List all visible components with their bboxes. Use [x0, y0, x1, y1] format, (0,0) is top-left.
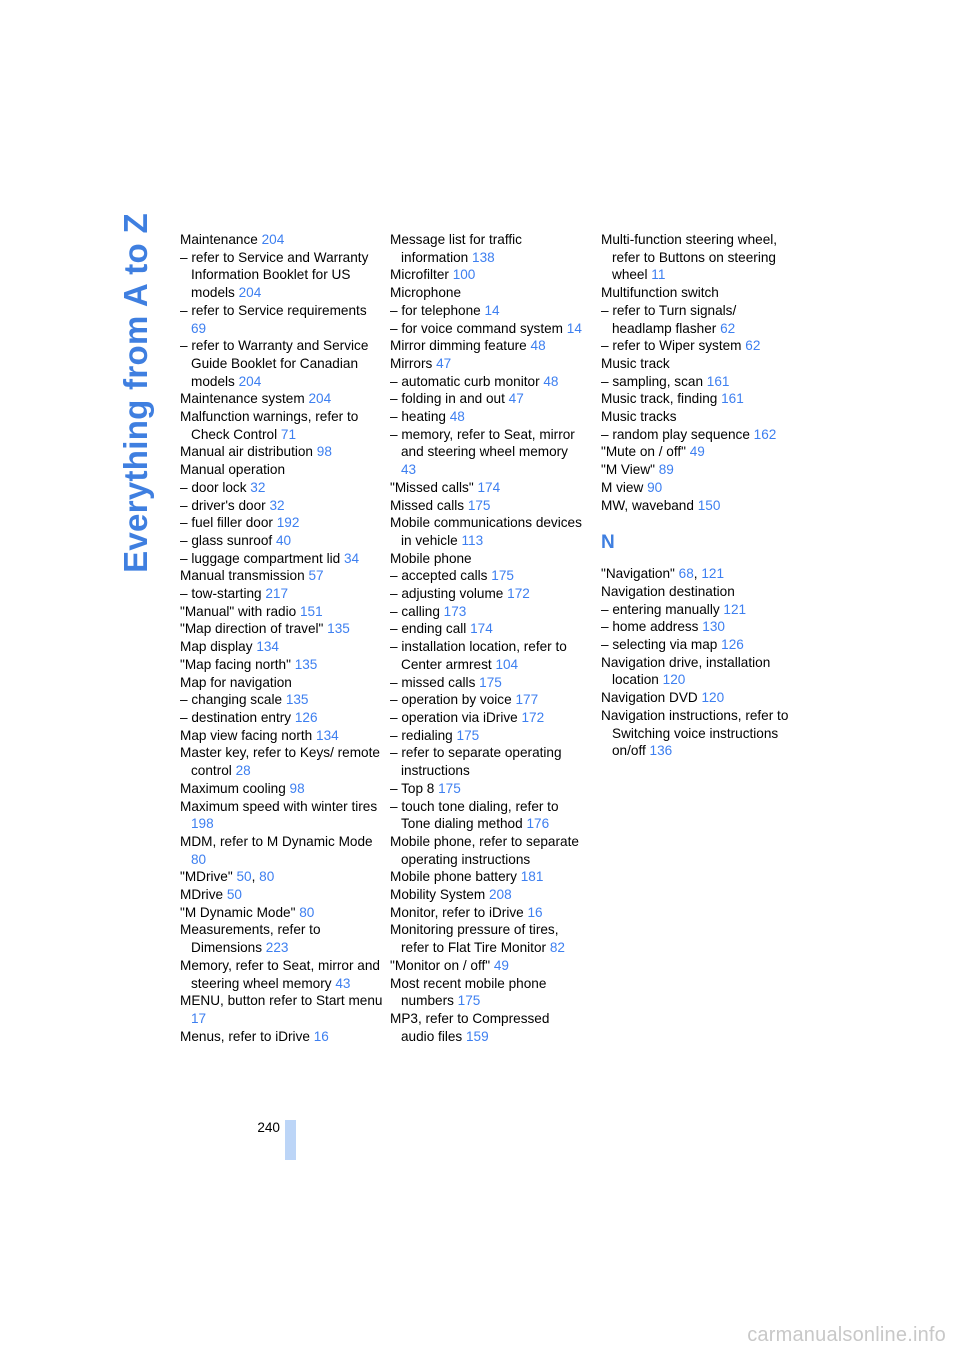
index-entry [601, 337, 796, 355]
page-reference-link[interactable]: 136 [649, 743, 673, 759]
page-reference-link[interactable]: 177 [515, 692, 539, 708]
page-reference-link[interactable]: 172 [521, 709, 545, 725]
page-reference-link[interactable]: 49 [689, 444, 705, 460]
index-entry [390, 780, 585, 798]
index-entry [180, 567, 385, 585]
page-reference-link[interactable]: 113 [461, 532, 484, 548]
index-entry [180, 709, 385, 727]
index-entry-term: Monitoring pressure of tires, refer to Flat Tire Monitor [390, 922, 559, 956]
index-entry [601, 654, 796, 689]
page-reference-link[interactable]: 175 [438, 780, 461, 796]
chapter-side-title [117, 213, 154, 573]
index-entry [601, 443, 796, 461]
watermark: carmanualsonline.info [747, 1324, 946, 1346]
page-reference-link[interactable]: 223 [265, 940, 289, 956]
index-entry-term: Master key, refer to Keys/ remote control [180, 745, 380, 779]
index-entry-term: – operation by voice [390, 692, 516, 708]
index-entry-term: M view [601, 479, 648, 495]
index-column-1 [180, 231, 385, 1045]
page-reference-link[interactable]: 89 [658, 462, 674, 478]
index-entry-term: Mirrors [390, 355, 437, 371]
index-entry-term: – destination entry [180, 709, 295, 725]
index-entry [180, 744, 385, 779]
index-entry [390, 727, 585, 745]
index-column-2 [390, 231, 585, 1045]
index-entry-term: Message list for traffic information [390, 232, 522, 265]
index-entry [601, 408, 796, 426]
index-entry-term: "Map facing north" [180, 656, 295, 672]
index-entry [180, 638, 385, 656]
index-entry-term: Mobile phone [390, 550, 472, 566]
page-reference-link[interactable]: 16 [527, 904, 543, 920]
page-reference-link[interactable]: 126 [294, 709, 318, 725]
index-entry-term: – memory, refer to Seat, mirror and steering wheel memory [390, 426, 575, 460]
index-entry [180, 249, 385, 302]
index-entry-term: – installation location, refer to Center armrest [390, 639, 567, 672]
chapter-side-title-text: Everything from A to Z [117, 213, 154, 573]
index-entry-term: – heating [390, 409, 450, 425]
index-entry [180, 780, 385, 798]
page-reference-link[interactable]: 17 [191, 1010, 207, 1026]
index-entry [390, 709, 585, 727]
index-entry-term: MENU, button refer to Start menu [180, 993, 383, 1009]
page-reference-link[interactable]: 47 [508, 391, 524, 407]
index-entry-term: – calling [390, 603, 444, 619]
index-entry-term: – refer to Wiper system [601, 338, 746, 354]
index-entry [390, 320, 585, 338]
index-entry [180, 833, 385, 868]
page-reference-link[interactable]: 14 [484, 302, 500, 318]
page-number-bar [285, 1120, 296, 1160]
index-entry [601, 355, 796, 373]
index-entry-term: Measurements, refer to Dimensions [180, 922, 321, 956]
page-reference-link[interactable]: 28 [235, 763, 251, 779]
page-reference-link[interactable]: 175 [457, 993, 481, 1009]
index-entry-term: – driver's door [180, 497, 270, 513]
index-entry [601, 302, 796, 337]
index-entry [180, 886, 385, 904]
index-entry [601, 707, 796, 760]
page-reference-link[interactable]: 48 [530, 338, 546, 354]
page-reference-link[interactable]: 11 [651, 267, 666, 283]
index-entry [390, 550, 585, 568]
index-entry [180, 443, 385, 461]
index-entry-term: – tow-starting [180, 586, 266, 602]
page-reference-link[interactable]: 40 [275, 532, 292, 548]
page-reference-link[interactable]: 198 [191, 816, 214, 832]
index-entry [601, 461, 796, 479]
page-reference-link[interactable]: 138 [472, 249, 495, 265]
page-reference-link[interactable]: 175 [479, 674, 502, 690]
index-entry-term: "Mute on / off" [601, 444, 690, 460]
index-entry [180, 992, 385, 1027]
index-entry [601, 479, 796, 497]
index-entry [180, 921, 385, 956]
index-entry [180, 532, 385, 550]
index-entry-term: Mobile phone battery [390, 869, 521, 885]
page-reference-link[interactable]: 120 [701, 690, 725, 706]
index-entry-term: Maintenance [180, 232, 262, 247]
page-reference-link[interactable]: 121 [723, 601, 747, 617]
index-entry [601, 497, 796, 515]
page-reference-link[interactable]: 43 [335, 975, 351, 991]
index-entry-term: – fuel filler door [180, 515, 277, 531]
index-entry-term: MW, waveband [601, 497, 698, 513]
index-entry: "Navigation" 68, 121 [601, 566, 725, 582]
index-entry [601, 231, 796, 284]
index-entry-term: "Navigation" [601, 566, 679, 582]
page-reference-link[interactable]: 47 [436, 355, 452, 371]
index-entry [180, 302, 385, 337]
index-entry [180, 514, 385, 532]
index-entry [390, 1010, 585, 1045]
index-entry-term: Map view facing north [180, 727, 317, 743]
index-entry [180, 337, 385, 390]
index-entry [390, 426, 585, 479]
index-entry [390, 744, 585, 779]
page-reference-link[interactable]: 172 [507, 586, 530, 602]
page-reference-link[interactable]: 80 [299, 904, 315, 920]
page-reference-link[interactable]: 204 [238, 373, 262, 389]
index-entry [390, 957, 585, 975]
index-entry-term: Manual operation [180, 462, 286, 478]
index-entry [180, 727, 385, 745]
index-entry-term: Navigation destination [601, 583, 735, 599]
index-entry-term: – folding in and out [390, 391, 509, 407]
index-entry-term: – selecting via map [601, 637, 722, 653]
index-entry-term: – door lock [180, 479, 251, 495]
index-entry-term: Mobile phone, refer to separate operating instructions [390, 833, 579, 867]
index-entry [601, 601, 796, 619]
index-entry-term: – refer to Warranty and Service Guide Booklet for Canadian models [180, 338, 369, 389]
index-entry [390, 373, 585, 391]
index-entry [180, 957, 385, 992]
index-entry-term: – refer to Service requirements [180, 302, 367, 318]
index-entry-term: – changing scale [180, 692, 286, 708]
page-reference-link[interactable]: 134 [256, 639, 279, 655]
index-entry-term: "Manual" with radio [180, 603, 300, 619]
index-entry [180, 550, 385, 568]
page-reference-link[interactable]: 62 [745, 338, 761, 354]
index-entry [180, 798, 385, 833]
index-entry [390, 355, 585, 373]
index-entry [390, 833, 585, 868]
index-entry-term: – missed calls [390, 674, 480, 690]
page-reference-link[interactable]: 176 [526, 816, 550, 832]
index-entry [390, 975, 585, 1010]
index-entry [390, 674, 585, 692]
index-entry-term: Map display [180, 639, 257, 655]
index-entry-term: – refer to separate operating instructions [390, 745, 562, 779]
index-entry-term: Manual transmission [180, 568, 309, 584]
index-entries-m [601, 231, 796, 514]
page-reference-link[interactable]: 174 [477, 479, 501, 495]
index-entry [601, 390, 796, 408]
index-entry [390, 638, 585, 673]
page-reference-link[interactable]: 69 [191, 320, 207, 336]
index-entry-term: MP3, refer to Compressed audio files [390, 1010, 550, 1044]
index-entry [390, 798, 585, 833]
index-entry-term: – for voice command system [390, 320, 567, 336]
page-reference-link[interactable]: 34 [343, 550, 360, 566]
index-entry-term: Mobile communications devices in vehicle [390, 515, 582, 548]
index-entry-term: Monitor, refer to iDrive [390, 904, 528, 920]
index-entry [390, 284, 585, 302]
index-entry-term: – luggage compartment lid [180, 550, 344, 566]
index-entry-term: Map for navigation [180, 674, 292, 690]
page-reference-link[interactable]: 43 [401, 462, 417, 478]
page-reference-link[interactable]: 174 [470, 621, 493, 637]
index-entry [390, 479, 585, 497]
index-entry-term: – touch tone dialing, refer to Tone dialing method [390, 798, 559, 832]
index-entry-term: "M Dynamic Mode" [180, 904, 300, 920]
page-reference-link[interactable]: 150 [697, 497, 721, 513]
index-entry [601, 636, 796, 654]
index-entry-term: Navigation drive, installation location [601, 654, 771, 688]
index-entry-term: – operation via iDrive [390, 709, 522, 725]
index-entry-term: Maximum speed with winter tires [180, 798, 378, 814]
index-entry [390, 868, 585, 886]
page-reference-link[interactable]: 68 [678, 566, 694, 582]
index-entry-term: Music track [601, 355, 670, 371]
page-reference-link[interactable]: 130 [702, 619, 725, 635]
page-reference-link[interactable]: 175 [491, 568, 514, 584]
page-reference-link[interactable]: 161 [721, 391, 744, 407]
page-reference-link[interactable]: 48 [449, 409, 465, 425]
index-entry-term: – automatic curb monitor [390, 373, 544, 389]
page-reference-link[interactable]: 192 [276, 515, 300, 531]
index-entry [390, 390, 585, 408]
index-entry-term: Microphone [390, 285, 462, 301]
index-entry [601, 618, 796, 636]
index-entry [180, 408, 385, 443]
page-reference-link[interactable]: 50 [226, 887, 242, 903]
page-number: 240 [257, 1120, 280, 1135]
index-entry [390, 337, 585, 355]
index-entry-term: Most recent mobile phone numbers [390, 975, 547, 1009]
page-reference-link[interactable]: 16 [313, 1028, 329, 1044]
index-entry: "MDrive" 50, 80 [180, 869, 275, 885]
index-entry [390, 603, 585, 621]
page-reference-link[interactable]: 175 [456, 727, 480, 743]
page-reference-link[interactable]: 135 [327, 621, 350, 637]
index-entry-term: Manual air distribution [180, 444, 317, 460]
page-reference-link[interactable]: 80 [191, 851, 207, 867]
page-reference-link[interactable]: 135 [285, 692, 309, 708]
index-entries-n [601, 565, 796, 760]
index-entry [390, 567, 585, 585]
index-entry-term: – entering manually [601, 601, 724, 617]
index-entry-term: "Monitor on / off" [390, 957, 494, 973]
page-reference-link[interactable]: 49 [493, 957, 509, 973]
index-entry [180, 497, 385, 515]
index-entry [601, 284, 796, 302]
index-entry-term: Microfilter [390, 267, 453, 283]
page-reference-link[interactable]: 98 [289, 780, 305, 796]
index-entry-term: MDM, refer to M Dynamic Mode [180, 833, 373, 849]
index-entry [601, 689, 796, 707]
index-entry [390, 231, 585, 266]
index-entry [390, 514, 585, 549]
index-entry-term: MDrive [180, 887, 227, 903]
index-entry-term: Mobility System [390, 887, 489, 903]
page-reference-link[interactable]: 217 [265, 586, 289, 602]
page-reference-link[interactable]: 135 [294, 656, 318, 672]
page-reference-link[interactable]: 159 [466, 1028, 489, 1044]
index-entry [601, 373, 796, 391]
section-letter-n: N [601, 532, 615, 554]
index-entry-term: – glass sunroof [180, 532, 276, 548]
page-reference-link[interactable]: 57 [308, 568, 324, 584]
index-entry-term: Menus, refer to iDrive [180, 1028, 314, 1044]
index-entry-term: – refer to Service and Warranty Information Booklet for US models [180, 249, 369, 301]
page-reference-link[interactable]: 62 [720, 320, 736, 336]
index-entry-term: "MDrive" [180, 869, 237, 885]
index-entry-term: Navigation DVD [601, 690, 702, 706]
index-entry [180, 603, 385, 621]
index-entry [180, 674, 385, 692]
index-entry-term: Music tracks [601, 409, 677, 425]
index-entry-term: "M View" [601, 462, 659, 478]
index-entry [180, 479, 385, 497]
index-entry-term: Memory, refer to Seat, mirror and steering wheel memory [180, 957, 380, 991]
index-entry [390, 904, 585, 922]
page-reference-link[interactable]: 120 [662, 672, 686, 688]
page-reference-link[interactable]: 82 [549, 940, 565, 956]
index-entry [390, 585, 585, 603]
index-entry [390, 266, 585, 284]
index-entry-term: – home address [601, 619, 703, 635]
index-entry-term: Maintenance system [180, 391, 309, 407]
index-entry-term: Multi-function steering wheel, refer to Buttons on steering wheel [601, 232, 778, 283]
index-entry-term: – sampling, scan [601, 373, 707, 389]
index-entry [180, 461, 385, 479]
page-reference-link[interactable]: 100 [452, 267, 476, 283]
index-entry-term: – Top 8 [390, 780, 439, 796]
index-entry [390, 408, 585, 426]
index-entry [390, 691, 585, 709]
page-reference-link[interactable]: 121 [701, 566, 725, 582]
index-entry [390, 620, 585, 638]
page-reference-link[interactable]: 208 [488, 887, 512, 903]
index-entry [390, 921, 585, 956]
index-entry-term: Malfunction warnings, refer to Check Control [180, 409, 359, 442]
page-reference-link[interactable]: 14 [566, 320, 582, 336]
page-reference-link[interactable]: 151 [299, 603, 323, 619]
page-reference-link[interactable]: 204 [261, 232, 285, 247]
page-reference-link[interactable]: 98 [316, 444, 332, 460]
page-reference-link[interactable]: 204 [238, 285, 262, 301]
index-entry [390, 302, 585, 320]
index-entry-term: – accepted calls [390, 568, 492, 584]
index-entry [180, 390, 385, 408]
index-entry [180, 585, 385, 603]
page-reference-link[interactable]: 90 [647, 479, 663, 495]
page-reference-link[interactable]: 204 [308, 391, 332, 407]
index-entry-term: – refer to Turn signals/ headlamp flasher [601, 302, 737, 336]
index-entry-term: – random play sequence [601, 426, 754, 442]
index-entry-term: – adjusting volume [390, 586, 508, 602]
index-entry [180, 656, 385, 674]
index-entry-term: – ending call [390, 621, 471, 637]
page-reference-link[interactable]: 126 [721, 637, 744, 653]
index-entry [601, 426, 796, 444]
page-reference-link[interactable]: 32 [269, 497, 285, 513]
index-entry-term: "Missed calls" [390, 479, 478, 495]
index-entry-term: – redialing [390, 727, 457, 743]
page-reference-link[interactable]: 175 [467, 497, 491, 513]
index-entry-term: "Map direction of travel" [180, 621, 328, 637]
page-reference-link[interactable]: 80 [259, 869, 275, 885]
index-entry [180, 1028, 385, 1046]
index-entry-term: Maximum cooling [180, 780, 290, 796]
index-entry [390, 886, 585, 904]
index-entry-term: Mirror dimming feature [390, 338, 531, 354]
page-reference-link[interactable]: 48 [543, 373, 559, 389]
page-reference-link[interactable]: 161 [706, 373, 730, 389]
index-entry [180, 231, 385, 249]
index-entry [601, 583, 796, 601]
index-entry-term: Missed calls [390, 497, 468, 513]
page-reference-link[interactable]: 162 [753, 426, 777, 442]
page-reference-link[interactable]: 32 [250, 479, 266, 495]
page-reference-link[interactable]: 134 [316, 727, 339, 743]
page-reference-link[interactable]: 71 [280, 426, 297, 442]
index-entry-term: – for telephone [390, 302, 485, 318]
page-reference-link[interactable]: 50 [236, 869, 252, 885]
index-entry [390, 497, 585, 515]
index-entry [180, 904, 385, 922]
page-reference-link[interactable]: 173 [443, 603, 467, 619]
index-entry [180, 620, 385, 638]
page-reference-link[interactable]: 104 [495, 656, 519, 672]
index-entry-term: Navigation instructions, refer to Switching voice instructions on/off [601, 707, 789, 759]
index-entry-term: Music track, finding [601, 391, 722, 407]
index-entry-term: Multifunction switch [601, 285, 719, 301]
index-entry [180, 691, 385, 709]
page-reference-link[interactable]: 181 [520, 869, 544, 885]
index-column-3 [601, 231, 796, 760]
